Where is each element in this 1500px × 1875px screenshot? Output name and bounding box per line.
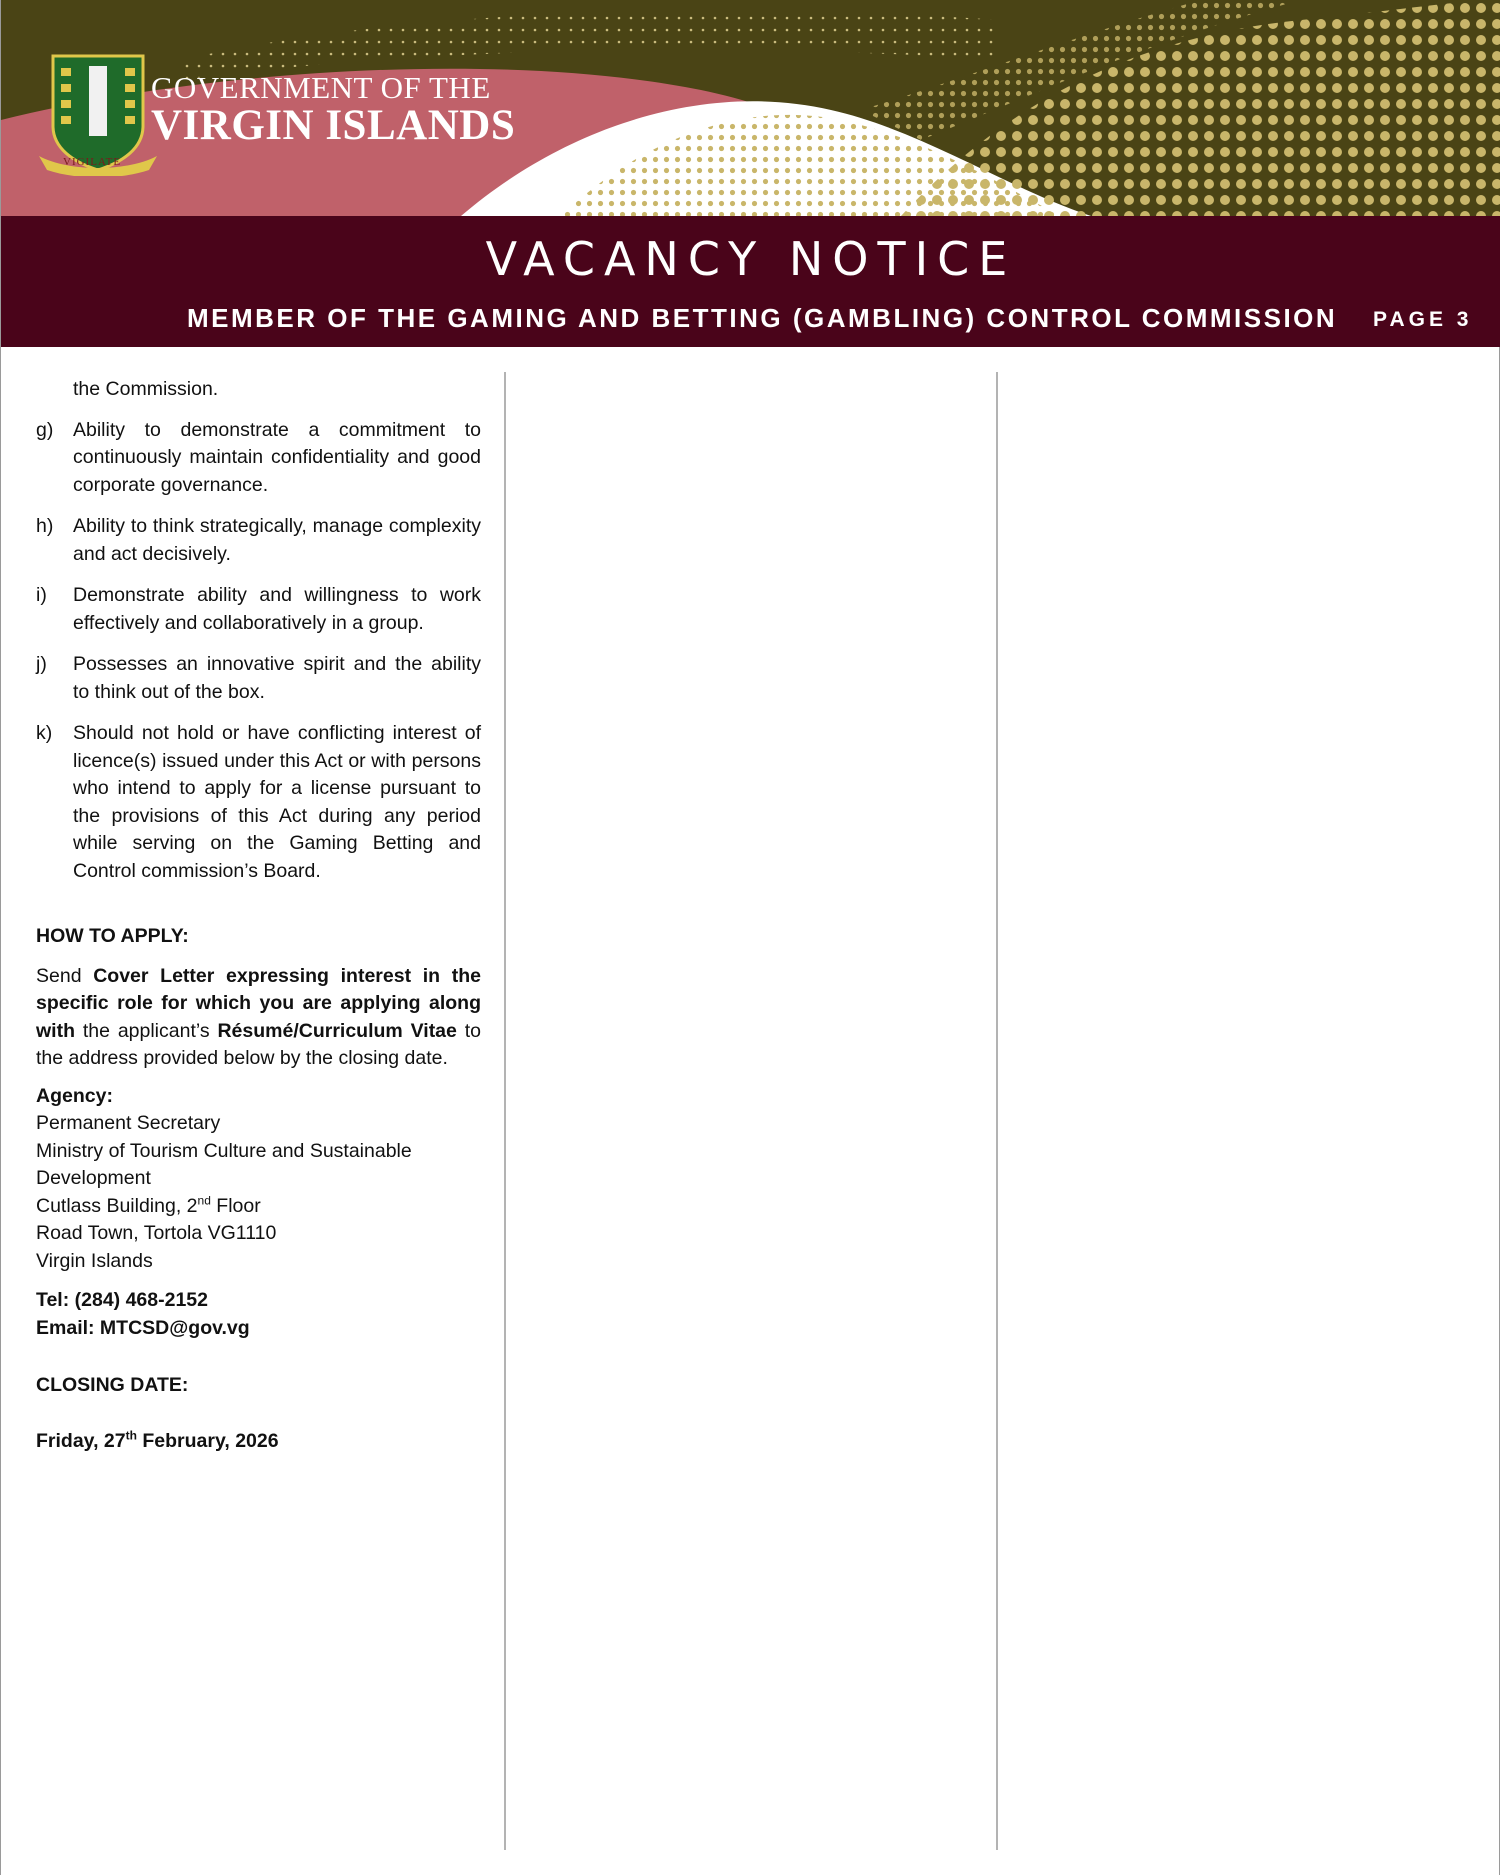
apply-text-resume: Résumé/Curriculum Vitae [217, 1019, 457, 1042]
apply-text-send: Send [36, 964, 82, 987]
page-title: VACANCY NOTICE [485, 232, 1017, 286]
address-line: Road Town, Tortola VG1110 [36, 1222, 277, 1244]
left-column [36, 376, 481, 1455]
list-item-i [36, 582, 481, 637]
agency-address [36, 1110, 481, 1275]
list-item-text: Ability to think strategically, manage complexity and act decisively. [73, 515, 481, 565]
list-item-j [36, 651, 481, 706]
apply-text-cover-letter: Cover Letter expressing interest in the specific role for which you are applying along with [36, 964, 481, 1042]
address-line: Virgin Islands [36, 1249, 153, 1272]
column-divider-2 [996, 372, 998, 1850]
closing-date-value [36, 1428, 481, 1456]
list-item-text: Demonstrate ability and willingness to work effectively and collaboratively in a group. [73, 584, 481, 634]
closing-date-part: Friday, 27 [36, 1429, 126, 1452]
address-line: Permanent Secretary [36, 1112, 221, 1134]
list-item-label: g) [36, 418, 54, 441]
continued-text: the Commission. [73, 378, 219, 400]
closing-date-part: February, 2026 [136, 1429, 279, 1452]
list-item-label: i) [36, 584, 47, 606]
address-line: Ministry of Tourism Culture and Sustainable Development [36, 1139, 412, 1189]
list-item-text: Possesses an innovative spirit and the ability to think out of the box. [73, 653, 481, 703]
government-name-line2: VIRGIN ISLANDS [151, 102, 516, 149]
telephone: Tel: (284) 468-2152 [36, 1289, 208, 1311]
apply-text-mid: the applicant’s [82, 1019, 210, 1042]
list-item-label: h) [36, 515, 54, 537]
column-divider-1 [504, 372, 506, 1850]
page-number: PAGE 3 [1373, 308, 1473, 331]
contact-info [36, 1287, 481, 1342]
address-line-superscript: nd [197, 1193, 211, 1207]
list-item-k [36, 720, 481, 885]
address-line-part: Cutlass Building, 2 [36, 1194, 198, 1217]
closing-date-superscript: th [125, 1428, 137, 1442]
position-subtitle: MEMBER OF THE GAMING AND BETTING (GAMBLING) CONTROL COMMISSION [187, 303, 1338, 333]
list-item-g [36, 417, 481, 500]
address-line-part: Floor [210, 1194, 261, 1217]
list-item-text: Ability to demonstrate a commitment to continuously maintain confidentiality and good corporate governance. [73, 418, 481, 496]
government-name-line1: GOVERNMENT OF THE [151, 70, 491, 105]
list-item-label: k) [36, 722, 53, 744]
list-item-h [36, 513, 481, 568]
header-banner [1, 0, 1500, 216]
list-item-label: j) [36, 653, 47, 675]
agency-label: Agency: [36, 1084, 113, 1107]
crest-motto: VIGILATE [63, 156, 122, 168]
address-line [36, 1193, 481, 1221]
how-to-apply-text [36, 963, 481, 1073]
list-item-text: Should not hold or have conflicting interest of licence(s) issued under this Act or with persons who intend to apply for a license pursuant to the provisions of this Act during any period while serving on the Gaming Betting and Control commission’s Board. [73, 722, 481, 882]
how-to-apply-heading: HOW TO APPLY: [36, 925, 189, 947]
apply-text-tail: to the address provided below by the closing date. [36, 1019, 481, 1069]
closing-date-label: CLOSING DATE: [36, 1374, 189, 1396]
email-address: Email: MTCSD@gov.vg [36, 1316, 250, 1339]
